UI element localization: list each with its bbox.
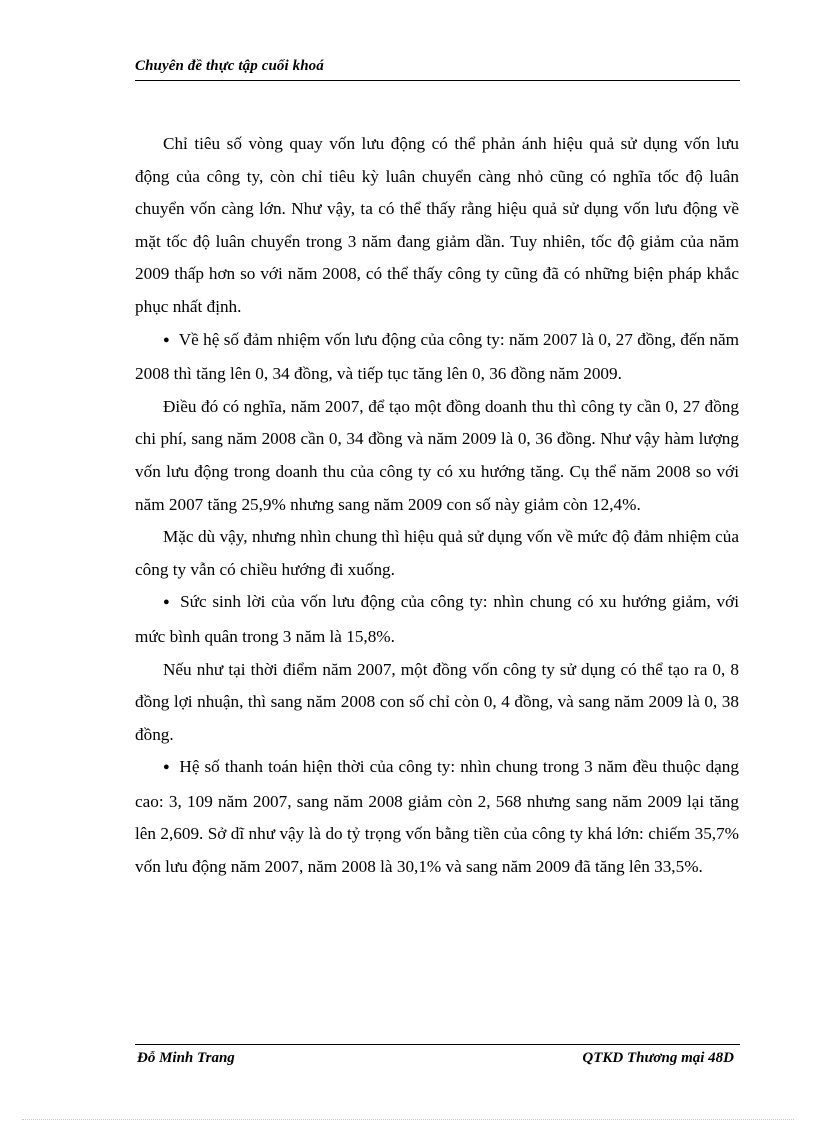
bullet-paragraph-2 bbox=[135, 324, 739, 391]
page-edge-divider bbox=[22, 1119, 794, 1120]
header-title: Chuyên đề thực tập cuối khoá bbox=[135, 58, 324, 74]
bullet-paragraph-5 bbox=[135, 586, 739, 653]
paragraph-1: Chỉ tiêu số vòng quay vốn lưu động có thể phản ánh hiệu quả sử dụng vốn lưu động của công ty, còn chỉ tiêu kỳ luân chuyển càng nhỏ cũng có nghĩa tốc độ luân chuyển vốn càng lớn. Như vậy, ta có thể thấy rằng hiệu quả sử dụng vốn lưu động về mặt tốc độ luân chuyển trong 3 năm đang giảm dần. Tuy nhiên, tốc độ giảm của năm 2009 thấp hơn so với năm 2008, có thể thấy công ty cũng đã có những biện pháp khắc phục nhất định. bbox=[135, 134, 739, 316]
bullet-icon bbox=[163, 757, 179, 776]
paragraph-7-text: Hệ số thanh toán hiện thời của công ty: nhìn chung trong 3 năm đều thuộc dạng cao: 3, 109 năm 2007, sang năm 2008 giảm còn 2, 568 nhưng sang năm 2009 lại tăng lên 2,609. Sở dĩ như vậy là do tỷ trọng vốn bằng tiền của công ty khá lớn: chiếm 35,7% vốn lưu động năm 2007, năm 2008 là 30,1% và sang năm 2009 đã tăng lên 33,5%. bbox=[135, 757, 739, 877]
paragraph-6: Nếu như tại thời điểm năm 2007, một đồng vốn công ty sử dụng có thể tạo ra 0, 8 đồng lợi nhuận, thì sang năm 2008 con số chỉ còn 0, 4 đồng, và sang năm 2009 là 0, 38 đồng. bbox=[135, 659, 739, 744]
footer-class: QTKD Thương mại 48D bbox=[582, 1050, 734, 1066]
bullet-icon bbox=[163, 592, 180, 611]
footer-author: Đỗ Minh Trang bbox=[137, 1050, 235, 1066]
paragraph-5-text: Sức sinh lời của vốn lưu động của công ty: nhìn chung có xu hướng giảm, với mức bình quân trong 3 năm là 15,8%. bbox=[135, 592, 739, 646]
paragraph-3: Điều đó có nghĩa, năm 2007, để tạo một đồng doanh thu thì công ty cần 0, 27 đồng chi phí, sang năm 2008 cần 0, 34 đồng và năm 2009 là 0, 36 đồng. Như vậy hàm lượng vốn lưu động trong doanh thu của công ty có xu hướng tăng. Cụ thể năm 2008 so với năm 2007 tăng 25,9% nhưng sang năm 2009 con số này giảm còn 12,4%. bbox=[135, 396, 739, 514]
bullet-icon bbox=[163, 330, 179, 349]
document-body bbox=[135, 128, 739, 884]
paragraph-4: Mặc dù vậy, nhưng nhìn chung thì hiệu quả sử dụng vốn về mức độ đảm nhiệm của công ty vẫn có chiều hướng đi xuống. bbox=[135, 527, 739, 579]
paragraph-2-text: Về hệ số đảm nhiệm vốn lưu động của công ty: năm 2007 là 0, 27 đồng, đến năm 2008 thì tăng lên 0, 34 đồng, và tiếp tục tăng lên 0, 36 đồng năm 2009. bbox=[135, 329, 739, 384]
bullet-paragraph-7 bbox=[135, 751, 739, 883]
page-footer bbox=[135, 1044, 740, 1071]
page-header bbox=[135, 58, 740, 81]
